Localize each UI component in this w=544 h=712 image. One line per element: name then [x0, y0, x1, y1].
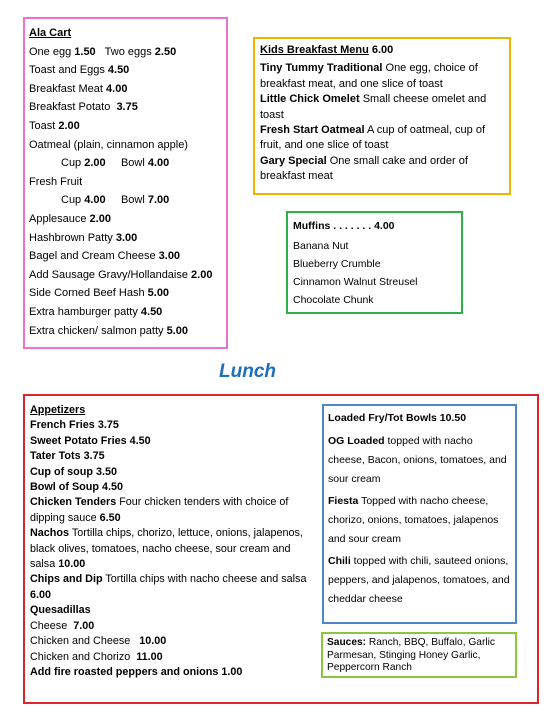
item-name: Side Corned Beef Hash [29, 287, 148, 300]
item-price: 4.50 [107, 64, 130, 77]
fry-bowls-box [322, 404, 517, 624]
lunch-heading: Lunch [219, 361, 276, 382]
item-line [30, 450, 105, 462]
item-name: French Fries [30, 419, 98, 432]
fry-bowls-title: Loaded Fry/Tot Bowls 10.50 [328, 412, 467, 424]
item-line [30, 466, 117, 478]
appetizers-section [30, 403, 314, 680]
item-name: Two eggs [95, 45, 155, 58]
menu-item [30, 572, 314, 603]
menu-item [29, 191, 222, 210]
menu-item [260, 123, 504, 154]
menu-item [29, 136, 222, 155]
item-name: Fresh Fruit [29, 175, 83, 188]
item-price: 6.00 [30, 588, 52, 601]
item-desc: Chicken and Chorizo [30, 650, 137, 663]
item-name: OG Loaded [328, 435, 385, 447]
item-name: Nachos [30, 527, 70, 540]
item-price: 4.00 [84, 194, 106, 207]
menu-item [29, 303, 222, 322]
kids-breakfast-box [253, 37, 511, 195]
lunch-box [23, 394, 539, 704]
item-name: Cup [61, 157, 85, 170]
item-name: Breakfast Meat [29, 82, 107, 95]
item-name: Tater Tots [30, 450, 84, 463]
item-line [30, 604, 91, 616]
menu-item: Blueberry Crumble [293, 258, 381, 270]
item-name: Fiesta [328, 495, 359, 507]
item-name: Toast and Eggs [29, 64, 108, 77]
item-name: Extra hamburger patty [29, 305, 141, 318]
menu-item [29, 98, 222, 117]
menu-item [30, 465, 314, 480]
kids-breakfast-list [260, 61, 504, 184]
item-price: 5.00 [147, 287, 170, 300]
fry-bowls-list [328, 432, 511, 609]
muffins-title: Muffins . . . . . . . 4.00 [293, 220, 395, 232]
menu-item: Banana Nut [293, 240, 349, 252]
menu-item [328, 432, 511, 489]
item-desc: One small cake and order of breakfast meat [260, 154, 468, 183]
item-name: Bowl [105, 157, 148, 170]
item-price: 11.00 [136, 650, 163, 663]
item-price: 6.50 [99, 511, 121, 524]
item-name: Bowl of Soup [30, 481, 102, 494]
item-line [30, 419, 119, 431]
item-price: 3.75 [83, 450, 105, 463]
item-name: Hashbrown Patty [29, 231, 116, 244]
menu-item [30, 526, 314, 572]
muffins-list [293, 237, 456, 309]
item-desc: Chicken and Cheese [30, 635, 140, 648]
item-name: Extra chicken/ salmon patty [29, 324, 167, 337]
item-price: 3.50 [95, 465, 117, 478]
menu-item [29, 247, 222, 266]
menu-item [30, 619, 314, 634]
item-desc: Tortilla chips with nacho cheese and salsa [102, 573, 307, 586]
item-desc: A cup of oatmeal, cup of fruit, and one slice of toast [260, 124, 486, 152]
item-name: Cup of soup [30, 465, 96, 478]
item-price: 1.50 [74, 45, 96, 58]
item-price: 4.50 [140, 305, 163, 318]
item-price: 2.00 [84, 157, 106, 170]
sauces-text: Ranch, BBQ, Buffalo, Garlic Parmesan, Stinging Honey Garlic, Peppercorn Ranch [327, 637, 495, 674]
ala-cart-list [29, 43, 222, 341]
appetizers-list [30, 418, 314, 680]
item-line [30, 666, 242, 678]
sauces-box [321, 632, 517, 678]
menu-item [29, 266, 222, 285]
menu-item [29, 284, 222, 303]
menu-item [29, 154, 222, 173]
menu-item: Chocolate Chunk [293, 294, 374, 306]
sauces-label: Sauces: [327, 637, 367, 648]
menu-item [29, 117, 222, 136]
item-desc: Four chicken tenders with choice of dipping sauce [30, 496, 289, 524]
item-desc: Small cheese omelet and toast [260, 93, 487, 121]
menu-item [29, 61, 222, 80]
item-price: 4.00 [106, 82, 128, 95]
item-name: Cup [61, 194, 85, 207]
menu-item [29, 173, 222, 192]
item-price: 10.00 [58, 558, 86, 571]
menu-item [29, 229, 222, 248]
muffins-box [286, 211, 463, 314]
item-desc: topped with nacho cheese, Bacon, onions, tomatoes, and sour cream [328, 435, 507, 485]
menu-item [29, 80, 222, 99]
item-name: Add fire roasted peppers and onions [30, 665, 222, 678]
menu-item [30, 480, 314, 495]
item-name: One egg [29, 45, 75, 58]
menu-item [260, 92, 504, 123]
item-name: Little Chick Omelet [260, 93, 360, 106]
item-price: 2.00 [58, 119, 80, 132]
item-price: 4.00 [147, 157, 170, 170]
menu-item [328, 492, 511, 549]
item-price: 2.00 [89, 212, 111, 225]
menu-item [29, 210, 222, 229]
menu-item [30, 634, 314, 649]
item-price: 2.00 [191, 268, 213, 281]
menu-item [30, 603, 314, 618]
menu-item [30, 495, 314, 526]
menu-item [29, 322, 222, 341]
item-price: 4.50 [129, 434, 151, 447]
item-price: 7.00 [147, 194, 170, 207]
item-name: Applesauce [29, 212, 90, 225]
item-desc: Cheese [30, 619, 74, 632]
item-name: Sweet Potato Fries [30, 434, 130, 447]
item-price: 7.00 [73, 619, 95, 632]
menu-item [30, 449, 314, 464]
ala-cart-box [23, 17, 228, 349]
item-price: 3.00 [115, 231, 138, 244]
item-desc: One egg, choice of breakfast meat, and one slice of toast [260, 62, 478, 90]
menu-item [30, 418, 314, 433]
menu-item [29, 43, 222, 62]
menu-item: Cinnamon Walnut Streusel [293, 276, 418, 288]
kids-breakfast-title: Kids Breakfast Menu 6.00 [260, 44, 394, 56]
item-desc: topped with chili, sauteed onions, peppers, and jalapenos, tomatoes, and cheddar cheese [328, 555, 510, 605]
item-name: Bowl [105, 194, 148, 207]
ala-cart-title: Ala Cart [29, 27, 72, 39]
item-price: 1.00 [221, 665, 243, 678]
item-name: Add Sausage Gravy/Hollandaise [29, 268, 192, 281]
menu-item [260, 61, 504, 92]
item-price: 3.00 [158, 250, 181, 263]
menu-item [30, 650, 314, 665]
menu-item [260, 154, 504, 185]
item-name: Tiny Tummy Traditional [260, 62, 383, 75]
item-price: 2.50 [154, 45, 177, 58]
item-line [30, 435, 151, 447]
menu-item [328, 552, 511, 609]
item-line [30, 481, 123, 493]
item-desc: Tortilla chips, chorizo, lettuce, onions, jalapenos, black olives, tomatoes, nacho cheese, sour cream and salsa [30, 527, 303, 571]
item-price: 10.00 [139, 635, 167, 648]
item-name: Fresh Start Oatmeal [260, 124, 365, 137]
item-price: 4.50 [101, 481, 123, 494]
menu-item [30, 665, 314, 680]
item-name: Chili [328, 555, 351, 567]
item-name: Breakfast Potato [29, 101, 117, 114]
item-name: Oatmeal (plain, cinnamon apple) [29, 138, 188, 151]
item-price: 3.75 [116, 101, 138, 114]
item-desc: Topped with nacho cheese, chorizo, onions, tomatoes, jalapenos and sour cream [328, 495, 499, 545]
item-name: Chips and Dip [30, 573, 103, 586]
item-price: 3.75 [97, 419, 119, 432]
item-name: Bagel and Cream Cheese [29, 250, 159, 263]
item-name: Toast [29, 119, 59, 132]
item-name: Quesadillas [30, 604, 91, 617]
item-name: Gary Special [260, 154, 327, 167]
item-name: Chicken Tenders [30, 496, 117, 509]
item-price: 5.00 [166, 324, 188, 337]
menu-item [30, 434, 314, 449]
appetizers-title: Appetizers [30, 404, 86, 416]
